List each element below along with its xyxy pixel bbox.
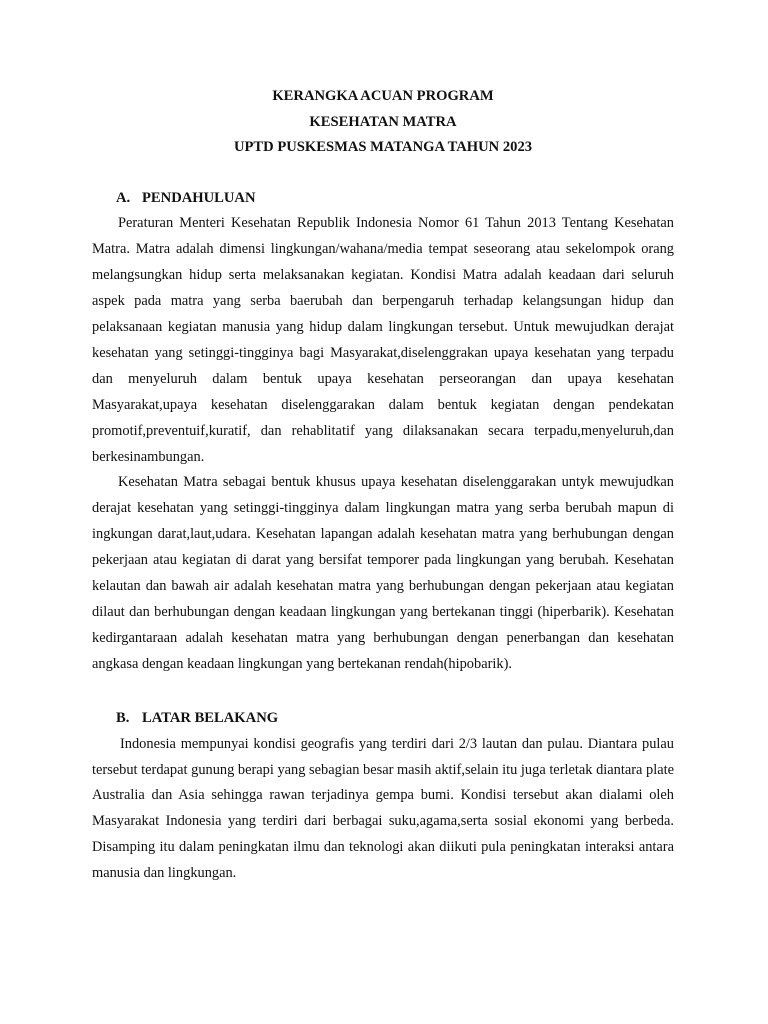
document-title: [92, 84, 674, 161]
section-letter: A.: [116, 189, 131, 206]
document-page: [92, 84, 674, 887]
section-heading-pendahuluan: [116, 186, 674, 212]
paragraph-pendahuluan-2: Kesehatan Matra sebagai bentuk khusus upaya kesehatan diselenggarakan untyk mewujudkan derajat kesehatan yang setinggi-tingginya dalam lingkungan matra yang serba berubah mapun di ingkungan darat,laut,udara. Kesehatan lapangan adalah kesehatan matra yang berhubungan dengan pekerjaan atau kegiatan di darat yang bersifat temporer pada lingkungan yang berubah. Kesehatan kelautan dan bawah air adalah kesehatan matra yang berhubungan dengan pekerjaan atau kegiatan dilaut dan berhubungan dengan keadaan lingkungan yang bertekanan tinggi (hiperbarik). Kesehatan kedirgantaraan adalah kesehatan matra yang berhubungan dengan penerbangan dan kesehatan angkasa dengan keadaan lingkungan yang bertekanan rendah(hipobarik).: [92, 474, 674, 672]
section-heading-latar-belakang: [116, 706, 674, 732]
section-title: LATAR BELAKANG: [142, 709, 279, 726]
title-line-3: UPTD PUSKESMAS MATANGA TAHUN 2023: [233, 139, 533, 155]
title-line-2: KESEHATAN MATRA: [309, 113, 457, 130]
section-letter: B.: [116, 709, 130, 726]
section-title: PENDAHULUAN: [142, 189, 256, 206]
title-line-1: KERANGKA ACUAN PROGRAM: [272, 88, 494, 104]
paragraph-latar-belakang-1: Indonesia mempunyai kondisi geografis yang terdiri dari 2/3 lautan dan pulau. Diantara pulau tersebut terdapat gunung berapi yang sebagian besar masih aktif,selain itu juga terletak diantara plate Australia dan Asia sehingga rawan terjadinya gempa bumi. Kondisi tersebut akan dialami oleh Masyarakat Indonesia yang terdiri dari berbagai suku,agama,serta sosial ekonomi yang berbeda. Disamping itu dalam peningkatan ilmu dan teknologi akan diikuti pula peningkatan interaksi antara manusia dan lingkungan.: [92, 735, 674, 882]
paragraph-pendahuluan-1: Peraturan Menteri Kesehatan Republik Indonesia Nomor 61 Tahun 2013 Tentang Kesehatan Matra. Matra adalah dimensi lingkungan/wahana/media tempat seseorang atau sekelompok orang melangsungkan hidup serta melaksanakan kegiatan. Kondisi Matra adalah keadaan dari seluruh aspek pada matra yang serba baerubah dan berpengaruh terhadap kelangsungan hidup dan pelaksanaan kegiatan manusia yang hidup dalam lingkungan tersebut. Untuk mewujudkan derajat kesehatan yang setinggi-tingginya bagi Masyarakat,diselenggrakan upaya kesehatan yang terpadu dan menyeluruh dalam bentuk upaya kesehatan perseorangan dan upaya kesehatan Masyarakat,upaya kesehatan diselenggarakan dalam bentuk kegiatan dengan pendekatan promotif,preventuif,kuratif, dan rehablitatif yang dilaksanakan secara terpadu,menyeluruh,dan berkesinambungan.: [92, 215, 674, 465]
